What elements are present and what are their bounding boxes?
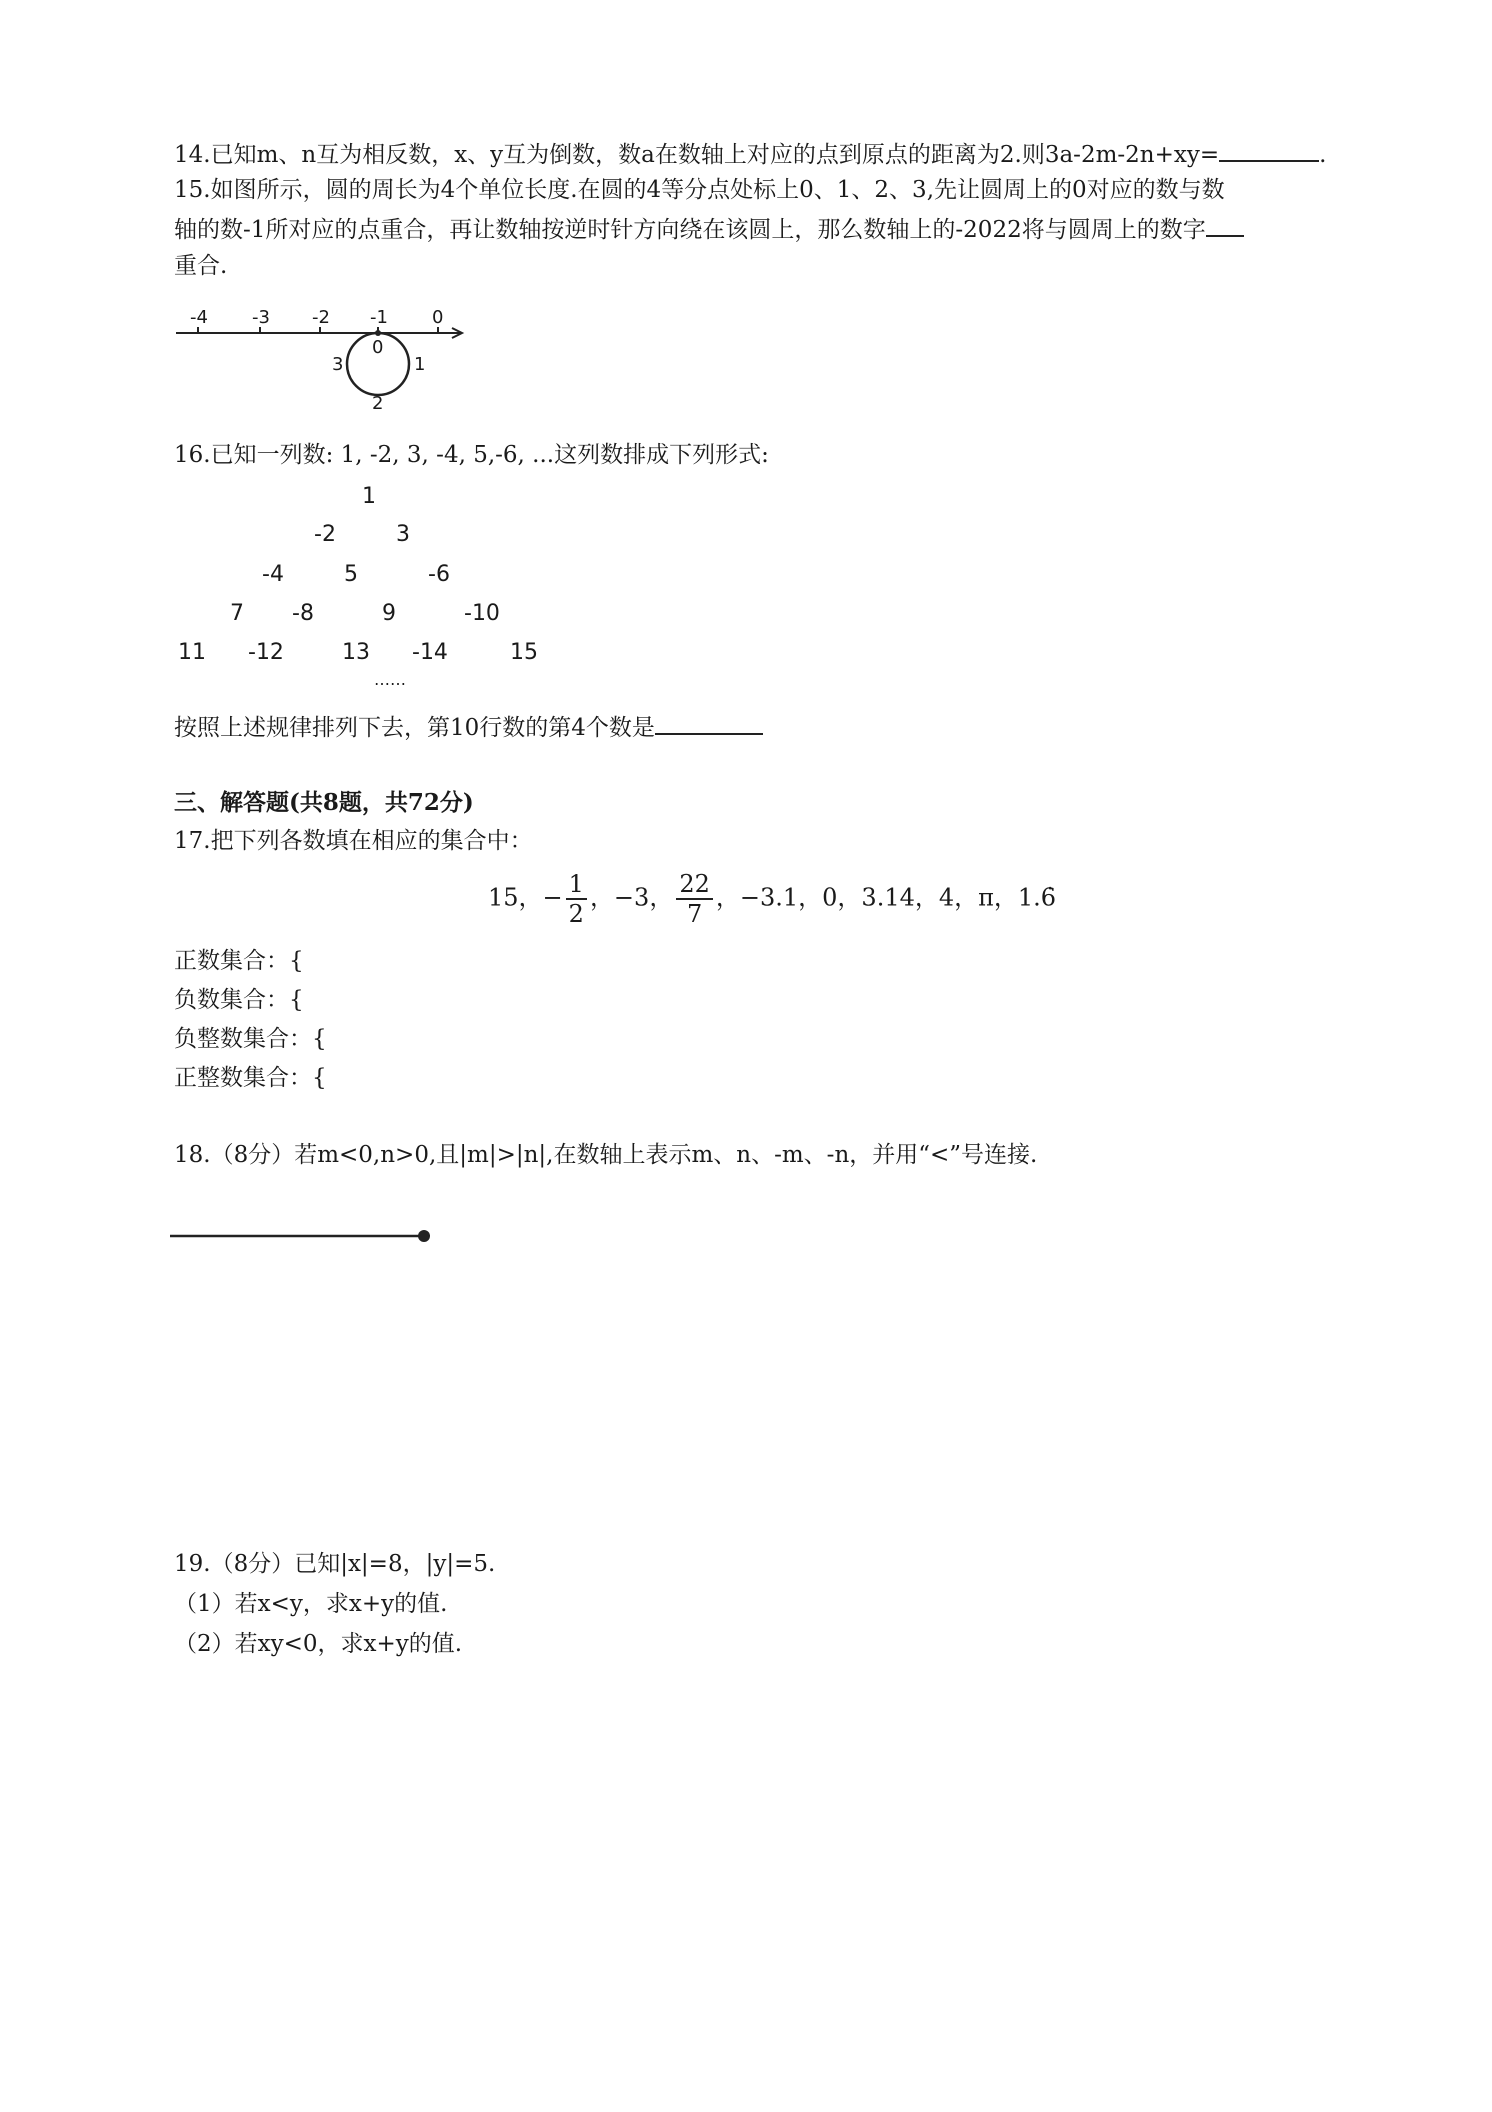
number-list: 15，− $\frac{1}{2}$ ，−3， $\frac{22}{7}$ ，−3.1，0，3.14，4，π，1.6̇ bbox=[488, 870, 1057, 928]
question-18: 18.（8分）若m<0,n>0,且|m|>|n|,在数轴上表示m、n、-m、-n，并用“<”号连接. bbox=[174, 1142, 1038, 1168]
set-positive: 正数集合：{ bbox=[174, 948, 304, 974]
triangle-cell: -14 bbox=[412, 640, 448, 665]
question-17: 17.把下列各数填在相应的集合中： bbox=[174, 828, 533, 854]
axis-label-neg1: -1 bbox=[370, 307, 388, 328]
triangle-cell: 1 bbox=[362, 484, 376, 509]
triangle-ellipsis: …… bbox=[374, 670, 406, 689]
set-positive-integer: 正整数集合：{ bbox=[174, 1065, 327, 1091]
question-15-line-3: 重合. bbox=[174, 253, 228, 279]
circle-label-2: 2 bbox=[372, 393, 384, 414]
question-16: 16.已知一列数: 1, -2, 3, -4, 5,-6, ...这列数排成下列形式: bbox=[174, 442, 769, 468]
set-negative: 负数集合：{ bbox=[174, 987, 304, 1013]
triangle-cell: 11 bbox=[178, 640, 206, 665]
question-15-line-1: 15.如图所示，圆的周长为4个单位长度.在圆的4等分点处标上0、1、2、3,先让圆周上的0对应的数与数 bbox=[174, 177, 1225, 203]
question-19-part-1: （1）若x<y，求x+y的值. bbox=[174, 1591, 448, 1617]
triangle-cell: -4 bbox=[262, 562, 284, 587]
answer-blank-15[interactable] bbox=[1206, 213, 1244, 237]
axis-label-neg4: -4 bbox=[190, 307, 208, 328]
triangle-cell: 7 bbox=[230, 601, 244, 626]
question-19: 19.（8分）已知|x|=8，|y|=5. bbox=[174, 1551, 496, 1577]
triangle-cell: -2 bbox=[314, 522, 336, 547]
number-line-blank bbox=[168, 1226, 448, 1246]
triangle-cell: 3 bbox=[396, 522, 410, 547]
question-14: 14.已知m、n互为相反数，x、y互为倒数，数a在数轴上对应的点到原点的距离为2.则3a-2m-2n+xy= . bbox=[174, 138, 1326, 170]
set-negative-integer: 负整数集合：{ bbox=[174, 1026, 327, 1052]
triangle-cell: -6 bbox=[428, 562, 450, 587]
triangle-cell: -10 bbox=[464, 601, 500, 626]
triangle-cell: 5 bbox=[344, 562, 358, 587]
triangle-cell: -12 bbox=[248, 640, 284, 665]
triangle-cell: 15 bbox=[510, 640, 538, 665]
answer-blank-14[interactable] bbox=[1219, 138, 1319, 162]
fraction-one-half: $\frac{1}{2}$ bbox=[566, 870, 587, 928]
circle-label-0: 0 bbox=[372, 337, 384, 358]
answer-blank-16[interactable] bbox=[655, 711, 763, 735]
fraction-22-7: $\frac{22}{7}$ bbox=[676, 870, 713, 928]
axis-label-neg2: -2 bbox=[312, 307, 330, 328]
question-15-line-2: 轴的数-1所对应的点重合，再让数轴按逆时针方向绕在该圆上，那么数轴上的-2022将与圆周上的数字 bbox=[174, 213, 1244, 245]
question-19-part-2: （2）若xy<0，求x+y的值. bbox=[174, 1631, 463, 1657]
triangle-cell: 13 bbox=[342, 640, 370, 665]
question-16-prompt: 按照上述规律排列下去，第10行数的第4个数是 bbox=[174, 711, 763, 743]
triangle-cell: -8 bbox=[292, 601, 314, 626]
question-14-text: 14.已知m、n互为相反数，x、y互为倒数，数a在数轴上对应的点到原点的距离为2.则3a-2m-2n+xy= bbox=[174, 142, 1220, 168]
axis-label-0: 0 bbox=[432, 307, 444, 328]
circle-label-1: 1 bbox=[414, 354, 426, 375]
triangle-cell: 9 bbox=[382, 601, 396, 626]
section-3-title: 三、解答题(共8题，共72分) bbox=[174, 789, 474, 816]
circle-label-3: 3 bbox=[332, 354, 344, 375]
axis-label-neg3: -3 bbox=[252, 307, 270, 328]
